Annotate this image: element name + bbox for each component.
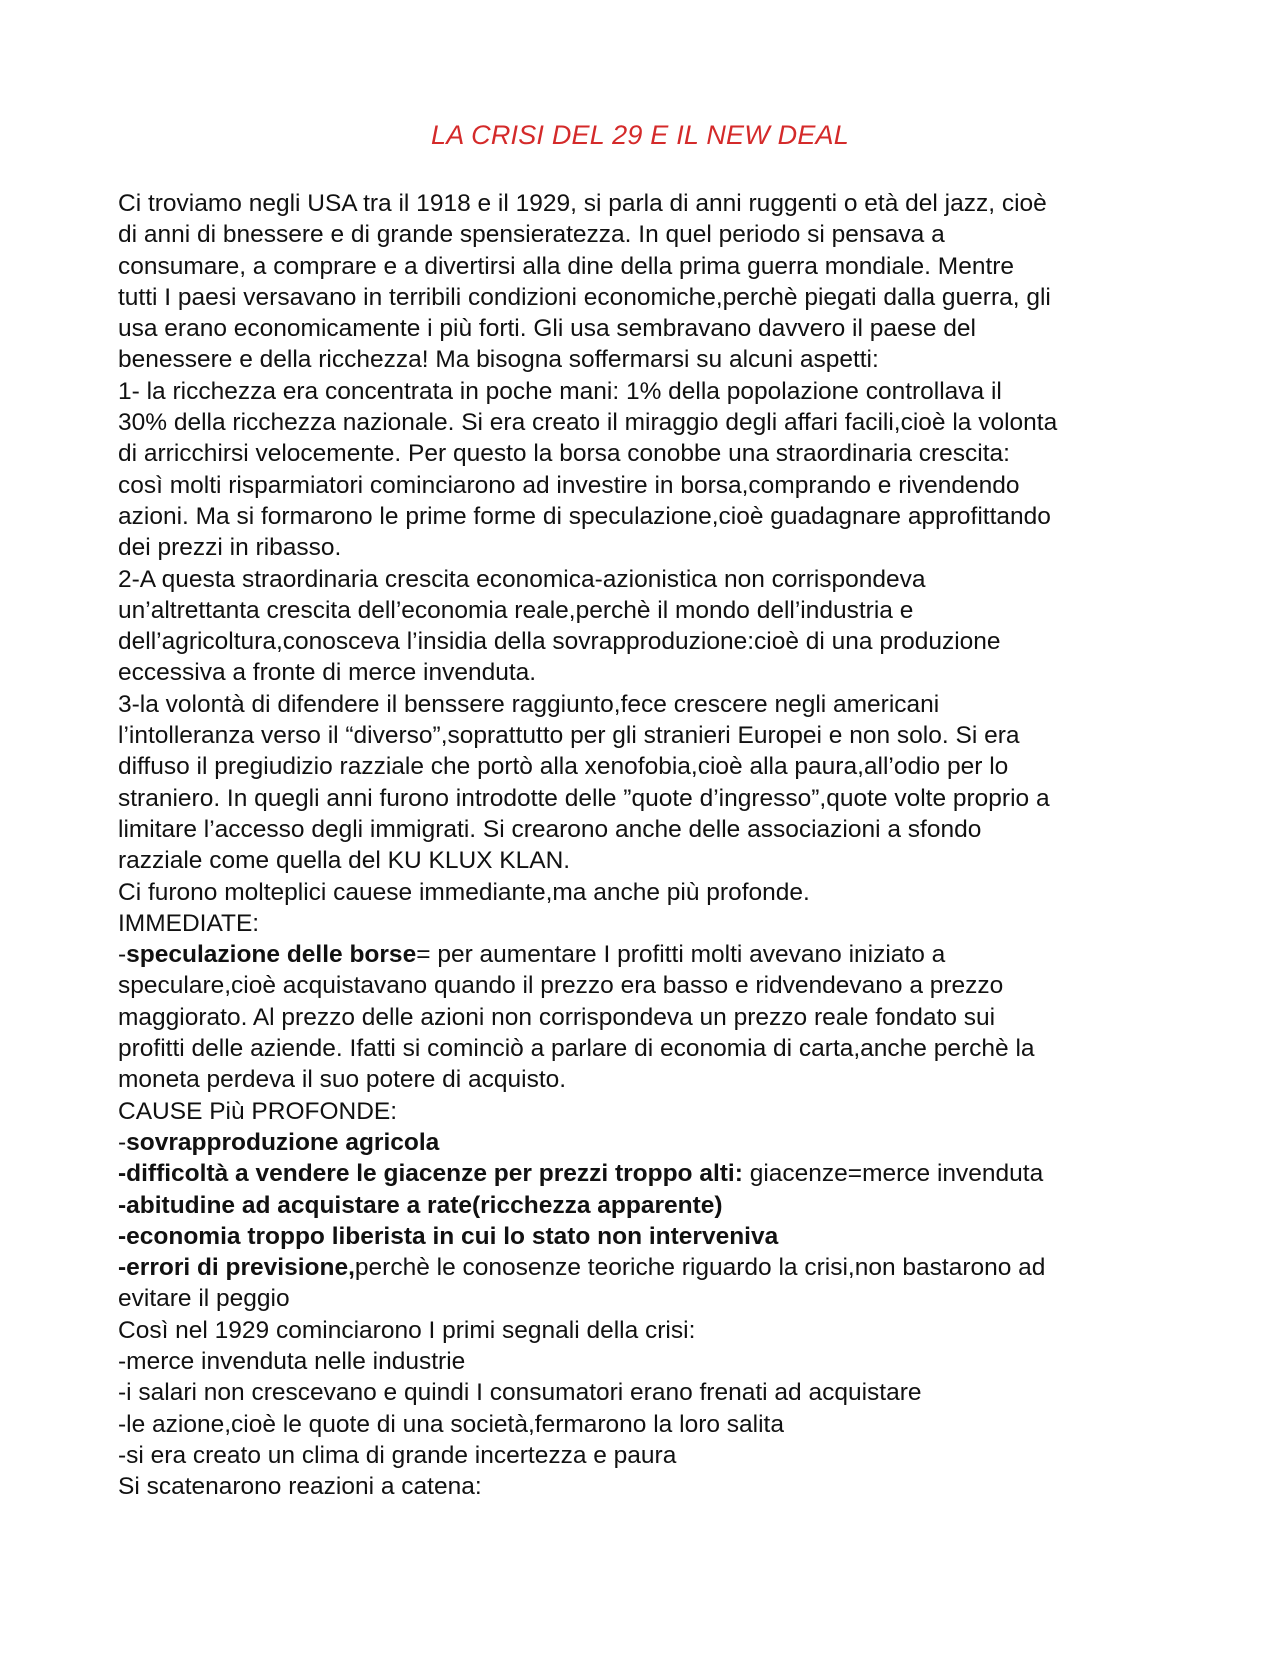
text-run: diffuso il pregiudizio razziale che portò alla xenofobia,cioè alla paura,all’odio per lo (118, 753, 1009, 781)
text-line (118, 313, 1198, 344)
text-run: così molti risparmiatori cominciarono ad investire in borsa,comprando e rivendendo (118, 471, 1020, 499)
document-title: LA CRISI DEL 29 E IL NEW DEAL (431, 120, 849, 150)
text-run: di arricchirsi velocemente. Per questo la borsa conobbe una straordinaria crescita: (118, 440, 1010, 468)
text-line (118, 1033, 1198, 1064)
text-line (118, 1283, 1198, 1314)
bold-text: speculazione delle borse (126, 941, 417, 969)
text-run: dell’agricoltura,conosceva l’insidia della sovrapproduzione:cioè di una produzione (118, 628, 1001, 656)
text-run: dei prezzi in ribasso. (118, 534, 342, 562)
text-run: consumare, a comprare e a divertirsi alla dine della prima guerra mondiale. Mentre (118, 252, 1015, 280)
text-run: Ci troviamo negli USA tra il 1918 e il 1929, si parla di anni ruggenti o età del jazz, cioè (118, 190, 1047, 217)
bold-text: -abitudine ad acquistare a rate(ricchezza apparente) (118, 1191, 723, 1219)
document-body (118, 188, 1198, 1502)
text-run: azioni. Ma si formarono le prime forme di speculazione,cioè guadagnare approfittando (118, 502, 1051, 530)
text-run: perchè le conosenze teoriche riguardo la crisi,non bastarono ad (354, 1254, 1046, 1282)
text-line (118, 783, 1198, 814)
text-line (118, 1440, 1198, 1471)
text-line (118, 657, 1198, 688)
text-run: giacenze=merce invenduta (742, 1160, 1044, 1188)
text-line (118, 908, 1198, 939)
text-line (118, 970, 1198, 1001)
text-line (118, 1096, 1198, 1127)
text-run: profitti delle aziende. Ifatti si cominciò a parlare di economia di carta,anche perchè la (118, 1035, 1035, 1063)
text-line (118, 1002, 1198, 1033)
text-run: -merce invenduta nelle industrie (118, 1347, 466, 1375)
text-run: 1- la ricchezza era concentrata in poche mani: 1% della popolazione controllava il (118, 377, 1002, 405)
text-run: speculare,cioè acquistavano quando il prezzo era basso e ridvendevano a prezzo (118, 972, 1004, 1000)
text-line (118, 1409, 1198, 1440)
text-line (118, 376, 1198, 407)
text-line (118, 1064, 1198, 1095)
text-line (118, 595, 1198, 626)
text-line (118, 751, 1198, 782)
text-run: CAUSE Più PROFONDE: (118, 1097, 398, 1125)
text-line (118, 532, 1198, 563)
text-line (118, 1127, 1198, 1158)
text-line (118, 344, 1198, 375)
text-run: usa erano economicamente i più forti. Gli usa sembravano davvero il paese del (118, 315, 976, 343)
text-line (118, 720, 1198, 751)
text-line (118, 407, 1198, 438)
text-line (118, 626, 1198, 657)
text-line (118, 1221, 1198, 1252)
text-run: l’intolleranza verso il “diverso”,soprattutto per gli stranieri Europei e non solo. Si era (118, 722, 1020, 750)
text-run: limitare l’accesso degli immigrati. Si crearono anche delle associazioni a sfondo (118, 815, 982, 843)
text-run: 30% della ricchezza nazionale. Si era creato il miraggio degli affari facili,cioè la volonta (118, 409, 1058, 437)
text-run: razziale come quella del KU KLUX KLAN. (118, 847, 571, 875)
text-line (118, 689, 1198, 720)
text-run: -le azione,cioè le quote di una società,fermarono la loro salita (118, 1410, 784, 1438)
text-run: -i salari non crescevano e quindi I consumatori erano frenati ad acquistare (118, 1379, 922, 1407)
text-run: Ci furono molteplici cauese immediante,ma anche più profonde. (118, 878, 810, 906)
text-line (118, 564, 1198, 595)
text-run: Si scatenarono reazioni a catena: (118, 1473, 482, 1501)
text-line (118, 1190, 1198, 1221)
text-run: maggiorato. Al prezzo delle azioni non corrispondeva un prezzo reale fondato sui (118, 1003, 996, 1031)
text-run: evitare il peggio (118, 1285, 290, 1313)
text-run: - (118, 1128, 127, 1156)
text-line (118, 1252, 1198, 1283)
text-line (118, 501, 1198, 532)
text-run: = per aumentare I profitti molti avevano iniziato a (416, 941, 946, 969)
text-line (118, 877, 1198, 908)
text-line (118, 219, 1198, 250)
text-run: eccessiva a fronte di merce invenduta. (118, 659, 537, 687)
text-line (118, 939, 1198, 970)
text-run: 2-A questa straordinaria crescita economica-azionistica non corrispondeva (118, 565, 926, 593)
bold-text: sovrapproduzione agricola (126, 1128, 440, 1156)
text-run: benessere e della ricchezza! Ma bisogna soffermarsi su alcuni aspetti: (118, 346, 879, 374)
text-run: 3-la volontà di difendere il benssere raggiunto,fece crescere negli americani (118, 690, 940, 718)
bold-text: -errori di previsione, (118, 1254, 355, 1282)
text-line (118, 1315, 1198, 1346)
text-line (118, 251, 1198, 282)
text-line (118, 845, 1198, 876)
text-run: Così nel 1929 cominciarono I primi segnali della crisi: (118, 1316, 696, 1344)
text-line (118, 470, 1198, 501)
text-run: - (118, 941, 127, 969)
text-run: IMMEDIATE: (118, 909, 260, 937)
text-run: straniero. In quegli anni furono introdotte delle ”quote d’ingresso”,quote volte proprio a (118, 784, 1050, 812)
text-run: di anni di bnessere e di grande spensieratezza. In quel periodo si pensava a (118, 221, 945, 249)
text-line (118, 1346, 1198, 1377)
bold-text: -economia troppo liberista in cui lo stato non interveniva (118, 1222, 779, 1250)
bold-text: -difficoltà a vendere le giacenze per prezzi troppo alti: (118, 1160, 743, 1188)
text-run: un’altrettanta crescita dell’economia reale,perchè il mondo dell’industria e (118, 596, 914, 624)
text-line (118, 1377, 1198, 1408)
text-run: tutti I paesi versavano in terribili condizioni economiche,perchè piegati dalla guerra, gli (118, 283, 1051, 311)
text-line (118, 1158, 1198, 1189)
text-run: moneta perdeva il suo potere di acquisto. (118, 1066, 567, 1094)
text-line (118, 814, 1198, 845)
text-line (118, 438, 1198, 469)
text-run: -si era creato un clima di grande incertezza e paura (118, 1441, 677, 1469)
text-line (118, 282, 1198, 313)
text-line (118, 1471, 1198, 1502)
text-line (118, 188, 1198, 219)
